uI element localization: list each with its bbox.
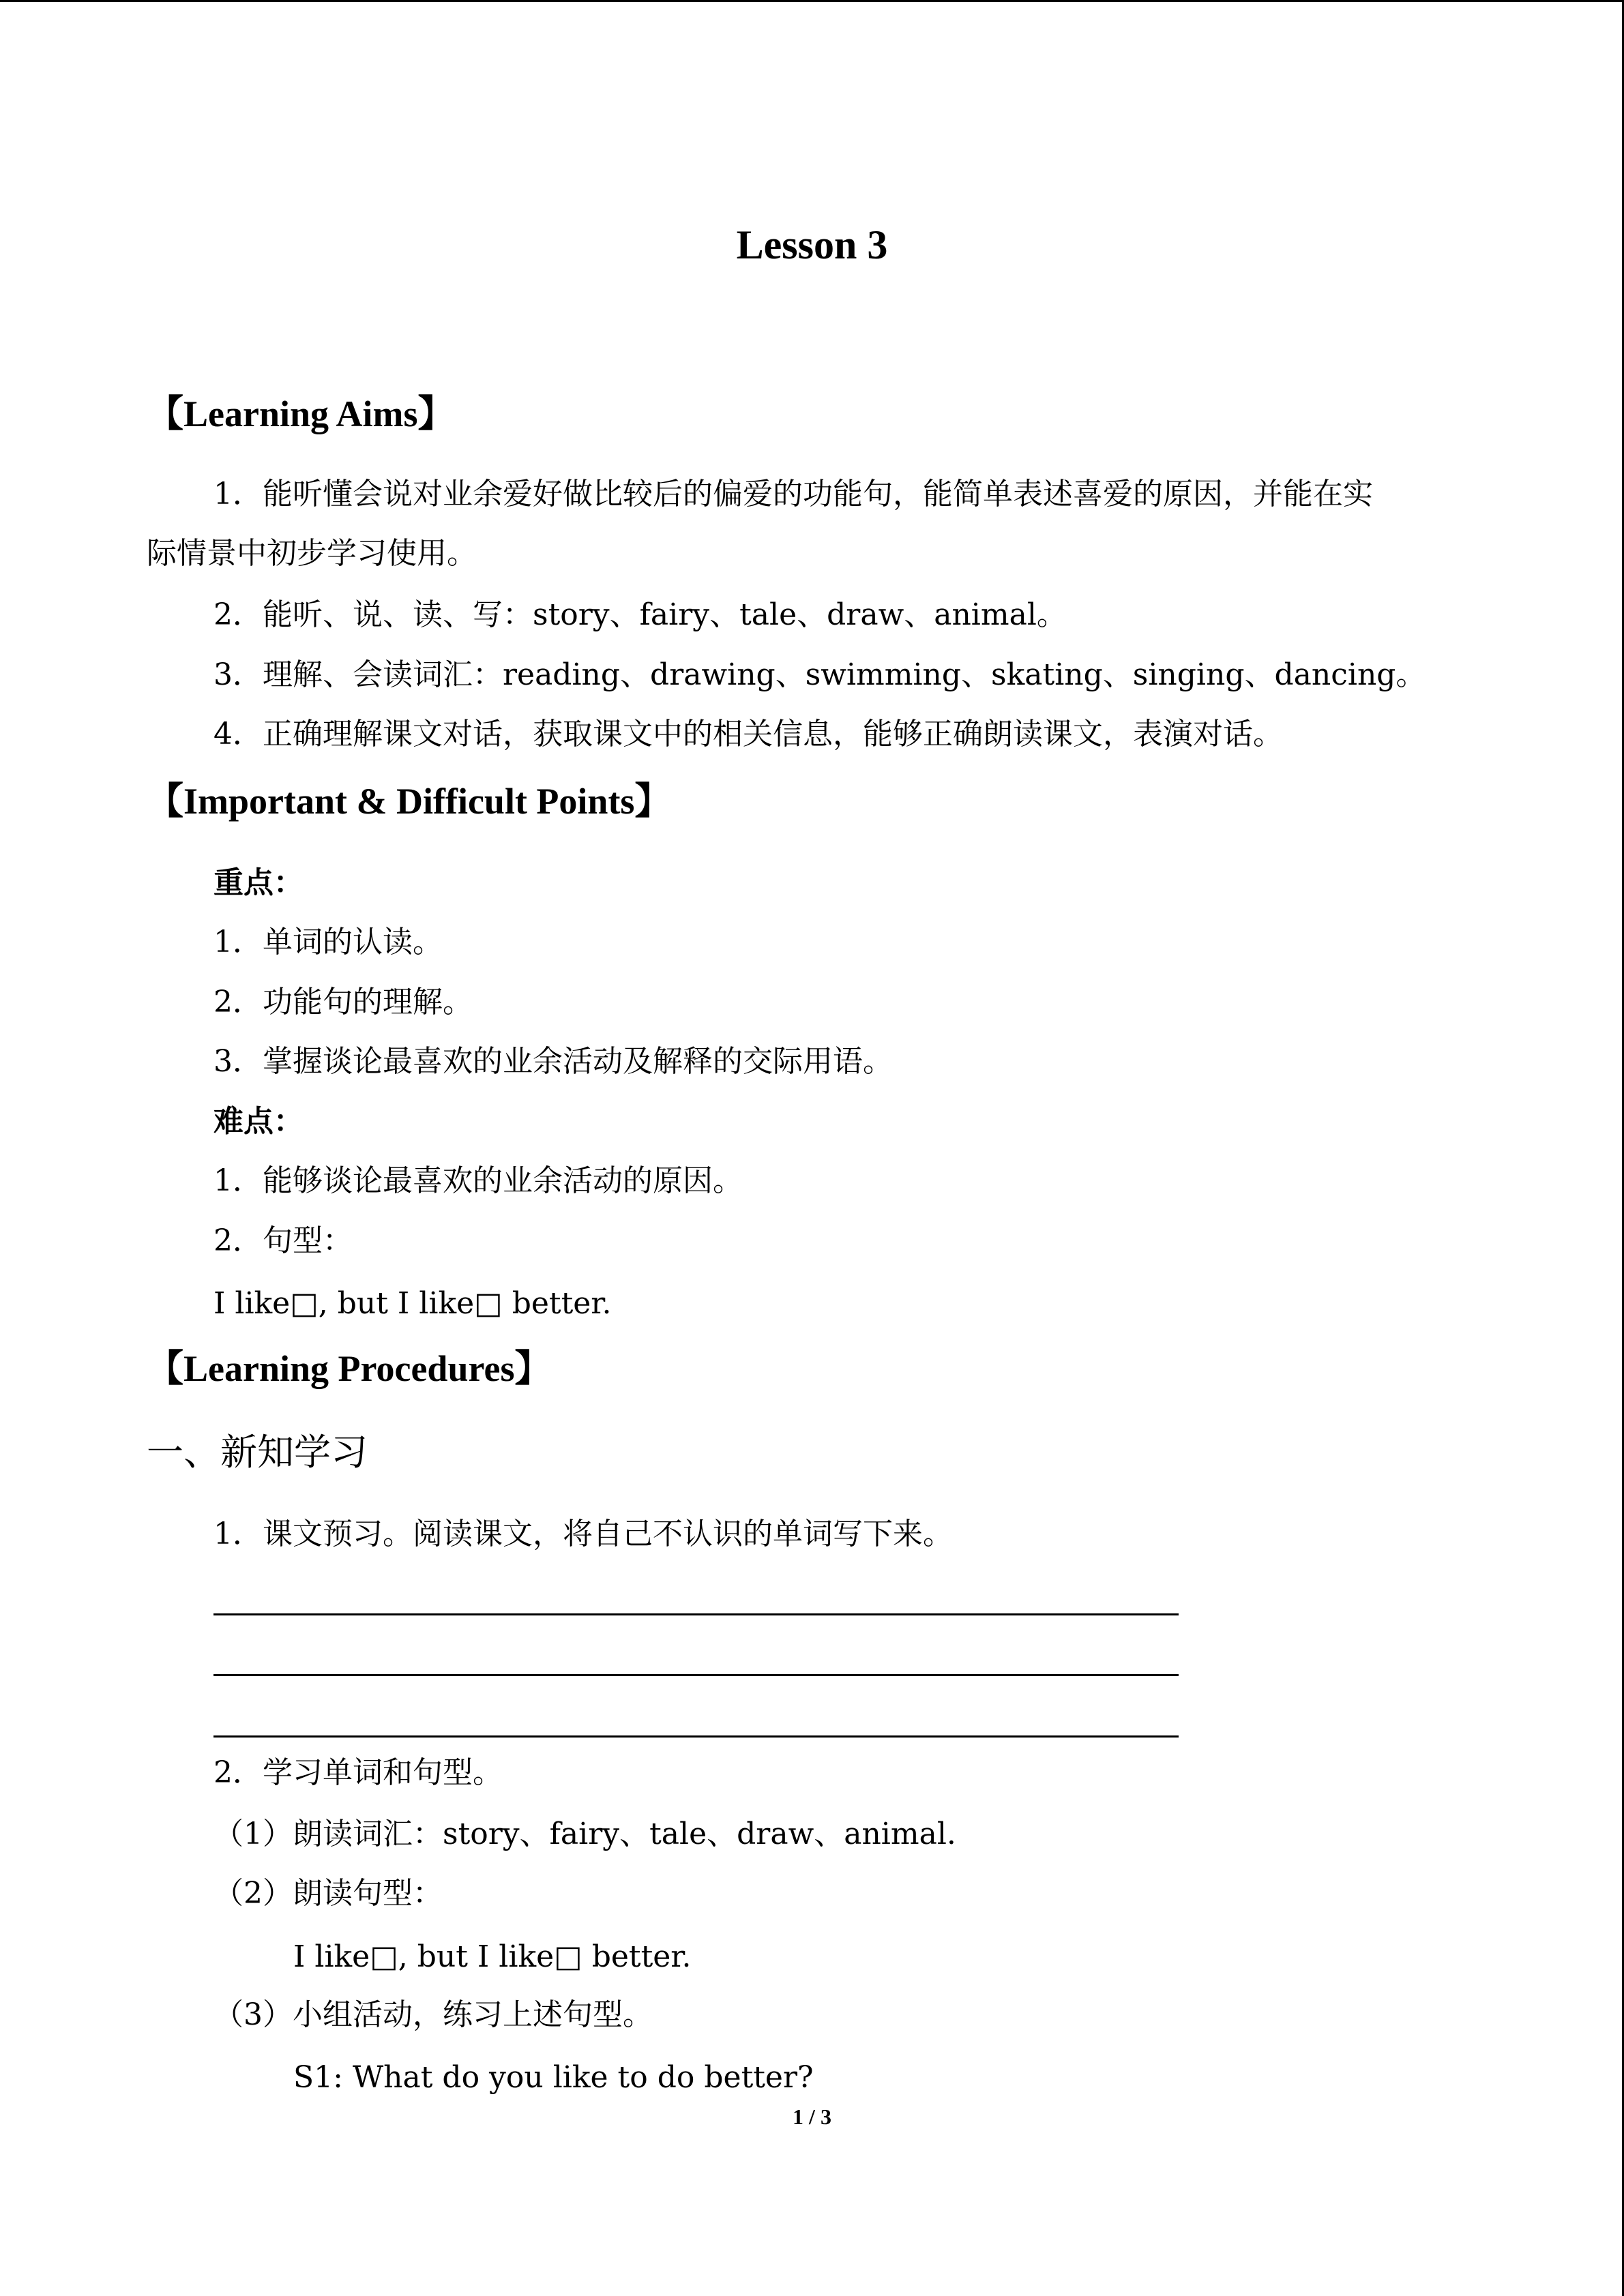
difficult-point-sentence: I like□, but I like□ better. bbox=[213, 1286, 612, 1321]
difficult-point-item: 1．能够谈论最喜欢的业余活动的原因。 bbox=[213, 1163, 743, 1198]
key-point-item: 2．功能句的理解。 bbox=[213, 985, 473, 1019]
aims-item: 3．理解、会读词汇：reading、drawing、swimming、skating、singing、dancing。 bbox=[213, 657, 1426, 692]
learning-aims-heading: 【Learning Aims】 bbox=[147, 393, 455, 434]
step-two: 2．学习单词和句型。 bbox=[213, 1755, 503, 1790]
difficult-point-item: 2．句型： bbox=[213, 1223, 353, 1258]
points-heading: 【Important & Difficult Points】 bbox=[147, 781, 672, 822]
step-two-b-sentence: I like□, but I like□ better. bbox=[293, 1939, 692, 1974]
step-two-c-dialog: S1: What do you like to do better? bbox=[293, 2060, 814, 2095]
key-point-item: 3．掌握谈论最喜欢的业余活动及解释的交际用语。 bbox=[213, 1044, 893, 1079]
step-one: 1．课文预习。阅读课文，将自己不认识的单词写下来。 bbox=[213, 1517, 953, 1551]
answer-line[interactable] bbox=[213, 1613, 1179, 1615]
aims-item: 际情景中初步学习使用。 bbox=[147, 536, 477, 571]
step-two-b: （2）朗读句型： bbox=[213, 1876, 443, 1911]
aims-item: 2．能听、说、读、写：story、fairy、tale、draw、animal。 bbox=[213, 597, 1067, 632]
procedures-heading: 【Learning Procedures】 bbox=[147, 1348, 552, 1389]
key-points-label: 重点： bbox=[213, 865, 304, 900]
part-one-heading: 一、新知学习 bbox=[147, 1431, 368, 1474]
aims-item: 1．能听懂会说对业余爱好做比较后的偏爱的功能句，能简单表述喜爱的原因，并能在实 bbox=[213, 477, 1373, 511]
page-title: Lesson 3 bbox=[736, 222, 888, 267]
step-two-a: （1）朗读词汇：story、fairy、tale、draw、animal. bbox=[213, 1817, 956, 1851]
difficult-points-label: 难点： bbox=[213, 1104, 304, 1139]
answer-line[interactable] bbox=[213, 1674, 1179, 1676]
answer-line[interactable] bbox=[213, 1735, 1179, 1738]
key-point-item: 1．单词的认读。 bbox=[213, 925, 443, 959]
step-two-c: （3）小组活动，练习上述句型。 bbox=[213, 1997, 653, 2032]
page-border-top bbox=[0, 0, 1624, 2]
page-number: 1 / 3 bbox=[793, 2104, 831, 2129]
aims-item: 4．正确理解课文对话，获取课文中的相关信息，能够正确朗读课文，表演对话。 bbox=[213, 717, 1283, 751]
